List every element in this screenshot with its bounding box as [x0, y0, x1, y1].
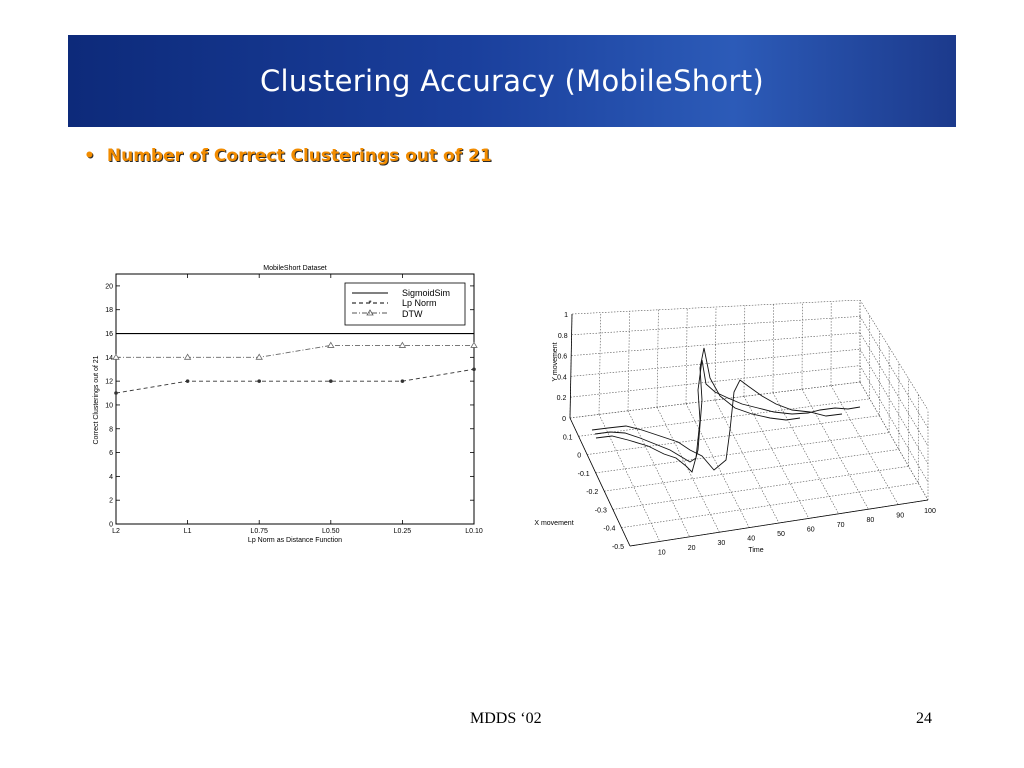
data-point-lp-norm	[401, 379, 405, 383]
y-tick-label: 12	[105, 378, 113, 386]
trajectory-trace	[596, 348, 800, 472]
time-tick-label: 70	[836, 521, 845, 529]
legend-label-sigmoidsim: SigmoidSim	[402, 288, 451, 298]
y-axis-label: Correct Clusterings out of 21	[93, 355, 100, 445]
x-movement-tick-label: -0.3	[594, 507, 607, 515]
wall-grid-line	[860, 366, 928, 482]
data-point-lp-norm	[257, 379, 261, 383]
x-tick-label: L0.75	[250, 528, 268, 535]
y-tick-label: 8	[109, 426, 113, 434]
x-movement-tick-label: -0.2	[586, 489, 599, 497]
grid-lines	[570, 300, 928, 546]
floor-grid-line	[831, 386, 898, 505]
y-tick-label: 10	[105, 402, 113, 410]
time-tick-label: 30	[717, 540, 726, 548]
y-tick-label: 6	[109, 450, 113, 458]
wall-grid-line	[860, 316, 928, 428]
floor-grid-line	[596, 433, 889, 473]
wall-grid-line	[628, 311, 630, 411]
wall-grid-line	[657, 310, 658, 407]
bullet-dot: •	[84, 146, 95, 166]
x-axis-label: Lp Norm as Distance Function	[247, 537, 343, 544]
floor-grid-line	[599, 414, 660, 541]
x-tick-label: L0.25	[393, 528, 412, 535]
time-tick-label: 100	[924, 508, 936, 515]
time-tick-label: 20	[687, 544, 696, 552]
y-movement-tick-label: 0.2	[556, 395, 567, 403]
y-tick-label: 4	[109, 473, 113, 481]
x-tick-label: L0.10	[465, 528, 483, 535]
floor-grid-line	[773, 393, 839, 514]
y-axis-label: X movement	[534, 520, 574, 527]
time-tick-label: 60	[806, 526, 815, 534]
footer-label: MDDS ‘02	[470, 710, 542, 727]
wall-grid-line	[715, 307, 716, 400]
legend-label-dtw: DTW	[402, 309, 423, 319]
y-tick-label: 2	[109, 497, 113, 505]
wall-grid-line	[860, 349, 928, 464]
x-tick-label: L0.50	[322, 528, 340, 535]
y-movement-tick-label: 1	[564, 312, 568, 319]
y-tick-label: 20	[105, 283, 113, 291]
z-axis-label: Y movement	[552, 342, 559, 382]
title-banner	[68, 35, 956, 127]
wall-grid-line	[686, 308, 687, 403]
wall-grid-line	[773, 304, 774, 393]
legend-marker-lp-norm: *	[368, 299, 372, 308]
floor-grid-line	[579, 399, 870, 436]
y-movement-tick-label: 0	[562, 416, 566, 423]
floor-grid-line	[860, 382, 928, 500]
floor-grid-line	[686, 404, 749, 528]
time-tick-label: 80	[866, 517, 875, 525]
wall-grid-line	[860, 300, 928, 410]
time-tick-label: 90	[896, 512, 905, 520]
legend-label-lp-norm: Lp Norm	[402, 298, 437, 308]
data-point-lp-norm	[114, 391, 118, 395]
y-tick-label: 18	[105, 307, 113, 315]
time-tick-label: 40	[747, 535, 756, 543]
y-tick-label: 0	[109, 521, 113, 529]
y-movement-tick-label: 0.4	[557, 374, 567, 382]
legend	[345, 283, 465, 325]
floor-grid-line	[628, 411, 690, 537]
x-tick-label: L1	[183, 528, 192, 535]
bullet-text: Number of Correct Clusterings out of 21	[106, 146, 492, 166]
y-tick-label: 14	[105, 354, 113, 362]
y-movement-tick-label: 0.8	[557, 332, 568, 340]
page-number: 24	[916, 710, 932, 727]
x-movement-tick-label: 0	[577, 452, 582, 460]
data-point-lp-norm	[186, 379, 190, 383]
axis-edge	[570, 314, 572, 418]
wall-grid-line	[599, 313, 601, 415]
time-tick-label: 50	[777, 531, 785, 538]
wall-grid-line	[860, 333, 928, 446]
data-point-lp-norm	[329, 379, 333, 383]
x-movement-tick-label: -0.4	[603, 525, 616, 533]
x-movement-tick-label: -0.1	[577, 470, 590, 478]
floor-grid-line	[657, 407, 719, 532]
y-movement-tick-label: 0.6	[557, 353, 568, 361]
x-movement-tick-label: 0.1	[562, 434, 573, 442]
axis-edge	[630, 500, 928, 546]
bullet-item	[84, 146, 492, 166]
x-tick-label: L2	[112, 528, 120, 535]
wall-grid-line	[572, 316, 860, 334]
x-axis-label: Time	[748, 547, 764, 554]
data-point-lp-norm	[472, 367, 476, 371]
trajectory-trace	[592, 380, 842, 470]
x-movement-tick-label: -0.5	[611, 544, 624, 551]
y-tick-label: 16	[105, 331, 113, 339]
time-tick-label: 10	[657, 549, 666, 557]
trajectory-3d-plot	[530, 300, 950, 565]
line-chart	[90, 260, 490, 550]
wall-grid-line	[860, 382, 928, 500]
trajectory-traces	[592, 348, 860, 472]
chart-title: MobileShort Dataset	[263, 265, 327, 272]
slide-title: Clustering Accuracy (MobileShort)	[259, 64, 765, 98]
